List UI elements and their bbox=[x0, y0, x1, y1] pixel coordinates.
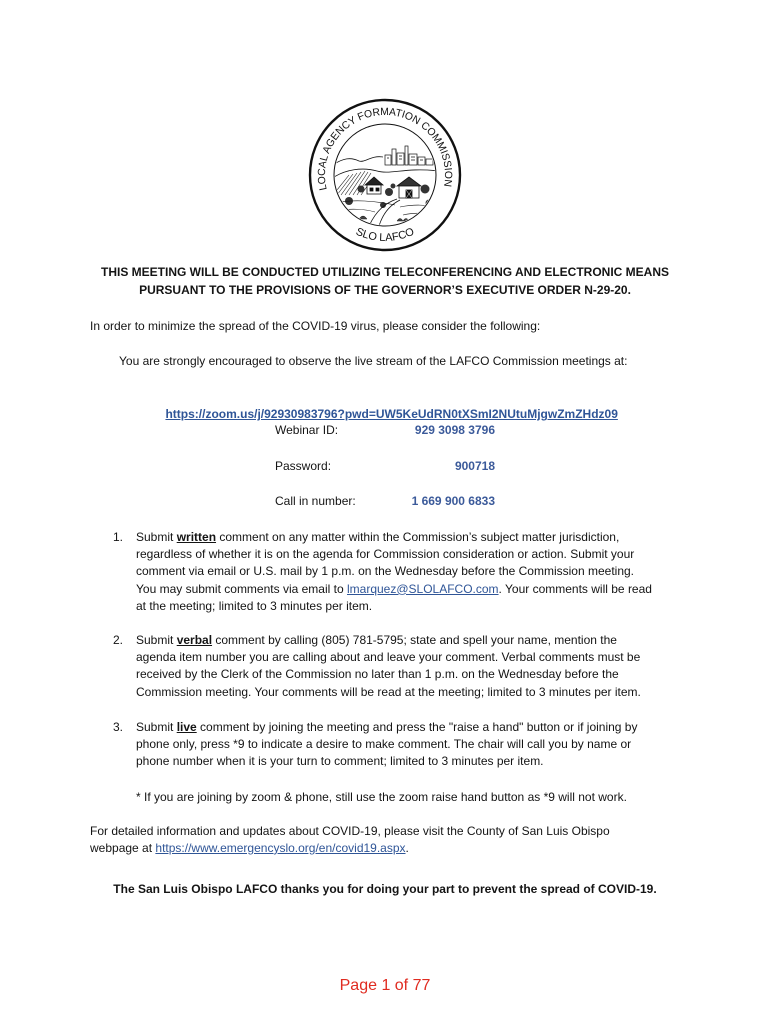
list-item-line: received by the Clerk of the Commission no later than 1 p.m. on the Wednesday before the bbox=[136, 667, 619, 682]
heading-line-1: THIS MEETING WILL BE CONDUCTED UTILIZING TELECONFERENCING AND ELECTRONIC MEANS bbox=[101, 265, 669, 279]
livestream-paragraph: You are strongly encouraged to observe the live stream of the LAFCO Commission meetings at: bbox=[119, 354, 628, 368]
item-emphasis-live: live bbox=[176, 719, 197, 734]
item-line-text: You may submit comments via email to bbox=[136, 581, 347, 596]
covid-info-text: . bbox=[405, 840, 409, 855]
call-in-number-row bbox=[275, 493, 495, 510]
page-number-footer: Page 1 of 77 bbox=[339, 977, 431, 994]
list-item-line bbox=[136, 529, 652, 546]
email-link[interactable]: lmarquez@SLOLAFCO.com bbox=[346, 581, 499, 596]
covid-info-paragraph bbox=[90, 823, 610, 858]
item-emphasis-written: written bbox=[176, 529, 217, 544]
list-item-line: Commission meeting. Your comments will be read at the meeting; limited to 3 minutes per item. bbox=[136, 684, 641, 699]
webinar-id-row bbox=[275, 422, 495, 439]
webinar-id-value: 929 3098 3796 bbox=[414, 422, 495, 437]
list-item-line: comment via email or U.S. mail by 1 p.m. on the Wednesday before the Commission meeting. bbox=[136, 564, 634, 579]
item-line-text: comment by calling (805) 781-5795; state and spell your name, mention the bbox=[212, 632, 617, 647]
closing-statement: The San Luis Obispo LAFCO thanks you for doing your part to prevent the spread of COVID-19. bbox=[113, 881, 657, 896]
list-item-line: agenda item number you are calling about and leave your comment. Verbal comments must be bbox=[136, 649, 641, 664]
list-item-number-3: 3. bbox=[113, 719, 124, 734]
call-in-number-value: 1 669 900 6833 bbox=[411, 493, 495, 508]
list-item-line bbox=[136, 581, 652, 598]
item-line-text: comment on any matter within the Commission’s subject matter jurisdiction, bbox=[216, 529, 620, 544]
password-value: 900718 bbox=[454, 458, 495, 473]
emergencyslo-link[interactable]: https://www.emergencyslo.org/en/covid19.aspx bbox=[155, 840, 406, 855]
slo-lafco-seal-logo bbox=[305, 95, 465, 255]
list-item-line: phone number when it is your turn to comment; limited to 3 minutes per item. bbox=[136, 754, 544, 769]
list-item-line bbox=[136, 719, 637, 736]
item-emphasis-verbal: verbal bbox=[176, 632, 213, 647]
heading-line-2: PURSUANT TO THE PROVISIONS OF THE GOVERNOR’S EXECUTIVE ORDER N-29-20. bbox=[139, 283, 631, 297]
list-item-written-comment bbox=[136, 529, 652, 616]
list-item-live-comment bbox=[136, 719, 637, 771]
list-item-line: regardless of whether it is on the agenda for Commission consideration or action. Submit your bbox=[136, 546, 635, 561]
seal-ring-text-path: LOCAL AGENCY FORMATION COMMISSION bbox=[315, 105, 455, 192]
list-item-number-1: 1. bbox=[113, 529, 124, 544]
zoom-meeting-link[interactable]: https://zoom.us/j/92930983796?pwd=UW5KeUdRN0tXSmI2NUtuMjgwZmZHdz09 bbox=[165, 407, 618, 422]
item-line-text: . Your comments will be read bbox=[498, 581, 652, 596]
item-lead: Submit bbox=[136, 719, 177, 734]
meeting-notice-heading bbox=[0, 263, 770, 299]
item-line-text: comment by joining the meeting and press the "raise a hand" button or if joining by bbox=[196, 719, 638, 734]
list-item-verbal-comment bbox=[136, 632, 641, 702]
seal-bottom-text-path: SLO LAFCO bbox=[353, 225, 417, 245]
zoom-phone-note: * If you are joining by zoom & phone, still use the zoom raise hand button as *9 will not work. bbox=[136, 789, 627, 804]
item-lead: Submit bbox=[136, 632, 177, 647]
list-item-line: at the meeting; limited to 3 minutes per item. bbox=[136, 599, 373, 614]
covid-info-line: For detailed information and updates about COVID-19, please visit the County of San Luis Obispo bbox=[90, 823, 610, 838]
password-row bbox=[275, 458, 495, 475]
webinar-id-label: Webinar ID: bbox=[275, 422, 339, 437]
covid-info-text: webpage at bbox=[90, 840, 156, 855]
item-lead: Submit bbox=[136, 529, 177, 544]
seal-outer-ring bbox=[310, 100, 460, 250]
intro-paragraph: In order to minimize the spread of the COVID-19 virus, please consider the following: bbox=[90, 319, 541, 333]
list-item-line bbox=[136, 632, 641, 649]
zoom-link-row bbox=[0, 389, 770, 422]
list-item-number-2: 2. bbox=[113, 632, 124, 647]
covid-info-line bbox=[90, 840, 610, 857]
password-label: Password: bbox=[275, 458, 332, 473]
list-item-line: phone only, press *9 to indicate a desire to make comment. The chair will call you by name or bbox=[136, 736, 632, 751]
call-in-number-label: Call in number: bbox=[275, 493, 356, 508]
